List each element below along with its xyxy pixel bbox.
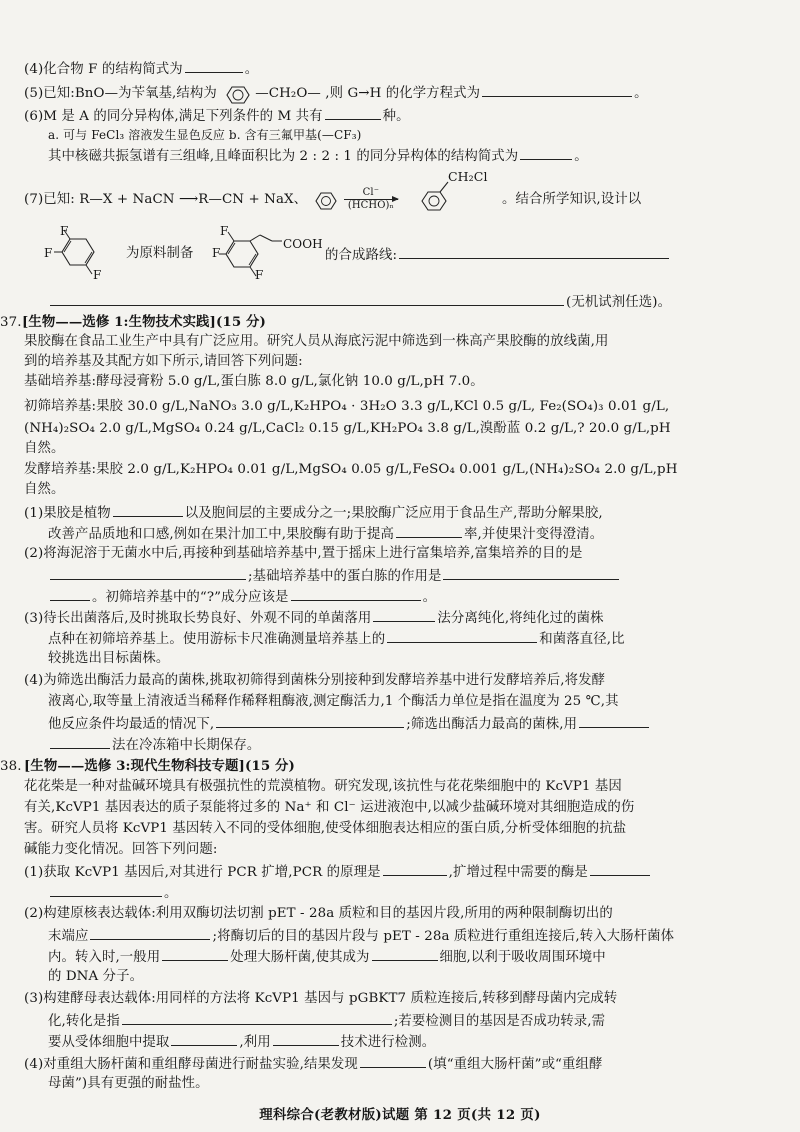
text: (1)果胶是植物 [24, 506, 111, 521]
answer-blank [372, 947, 438, 961]
answer-blank [216, 714, 404, 728]
text: ;将酶切后的目的基因片段与 pET - 28a 质粒进行重组连接后,转入大肠杆菌体 [212, 929, 675, 944]
answer-blank [171, 1032, 237, 1046]
punct: 。 [634, 86, 648, 101]
q38-title [0, 757, 800, 776]
q38-sub2-cont [48, 926, 800, 946]
q38-sub2: (2)构建原核表达载体:利用双酶切法切割 pET - 28a 质粒和目的基因片段,所用的两种限制酶切出的 [24, 906, 613, 921]
q37-ferment-medium-1: 发酵培养基:果胶 2.0 g/L,K₂HPO₄ 0.01 g/L,MgSO₄ 0.05 g/L,FeSO₄ 0.001 g/L,(NH₄)₂SO₄ 2.0 g/L,pH [24, 462, 678, 477]
answer-blank [50, 735, 110, 749]
text: ,利用 [239, 1035, 271, 1050]
q37-sub4: (4)为筛选出酶活力最高的菌株,挑取初筛得到菌株分别接种到发酵培养基中进行发酵培养后,将发酵 [24, 673, 606, 688]
q36-part6-conditions: a. 可与 FeCl₃ 溶液发生显色反应 b. 含有三氟甲基(—CF₃) [48, 128, 362, 142]
q37-title-text: [生物——选修 1:生物技术实践](15 分) [22, 314, 266, 330]
answer-blank [387, 629, 537, 643]
q36-part7-end [48, 292, 800, 312]
q37-sub2-cont [48, 566, 800, 586]
text: 点种在初筛培养基上。使用游标卡尺准确测量培养基上的 [48, 632, 386, 647]
answer-blank [90, 926, 210, 940]
text: 率,并使果汁变得澄清。 [463, 527, 604, 542]
text: 化,转化是指 [48, 1014, 120, 1029]
answer-blank [373, 608, 435, 622]
benzene-ring-icon [221, 85, 255, 103]
q37-sub4-cont3 [48, 735, 800, 755]
text: (1)获取 KcVP1 基因后,对其进行 PCR 扩增,PCR 的原理是 [24, 865, 381, 880]
arrow-line [344, 199, 398, 200]
answer-blank [482, 83, 632, 97]
q36-part7-route [325, 245, 800, 265]
text: ;基础培养基中的蛋白胨的作用是 [248, 569, 442, 584]
q37-sub3 [24, 608, 800, 628]
ch2cl-label: CH₂Cl [448, 169, 488, 184]
text: 和菌落直径,比 [539, 632, 625, 647]
q37-initial-medium-2: (NH₄)₂SO₄ 2.0 g/L,MgSO₄ 0.24 g/L,CaCl₂ 0.15 g/L,KH₂PO₄ 3.8 g/L,溴酚蓝 0.2 g/L,? 20.0 g/L,pH [24, 421, 671, 436]
cooh-label: COOH [283, 237, 323, 251]
text: (4)对重组大肠杆菌和重组酵母菌进行耐盐实验,结果发现 [24, 1057, 358, 1072]
text: ,扩增过程中需要的酶是 [448, 865, 588, 880]
text: (3)待长出菌落后,及时挑取长势良好、外观不同的单菌落用 [24, 611, 372, 626]
fluorine-label: F [44, 246, 53, 260]
q38-intro-3: 害。研究人员将 KcVP1 基因转入不同的受体细胞,使受体细胞表达相应的蛋白质,分析受体细胞的抗盐 [24, 821, 627, 836]
q38-sub2-cont2 [48, 947, 800, 967]
q38-intro-1: 花花柴是一种对盐碱环境具有极强抗性的荒漠植物。研究发现,该抗性与花花柴细胞中的 KcVP1 基因 [24, 779, 622, 794]
answer-blank [383, 862, 447, 876]
q37-title [0, 313, 800, 332]
text: 。 [164, 886, 178, 901]
answer-blank [396, 524, 462, 538]
q36-part6-nmr [0, 146, 800, 166]
text: 。初筛培养基中的“?”成分应该是 [92, 590, 289, 605]
answer-blank [113, 503, 183, 517]
text: 技术进行检测。 [340, 1035, 436, 1050]
answer-blank [325, 106, 381, 120]
q38-sub4 [24, 1054, 800, 1074]
page-footer: 理科综合(老教材版)试题 第 12 页(共 12 页) [259, 1107, 541, 1123]
answer-blank [399, 245, 669, 259]
q38-intro-4: 碱能力变化情况。回答下列问题: [24, 842, 218, 857]
answer-blank [291, 587, 421, 601]
q37-initial-medium-3: 自然。 [24, 441, 65, 456]
answer-blank [50, 587, 90, 601]
punct: 。 [244, 62, 259, 77]
text: 法在冷冻箱中长期保存。 [112, 738, 261, 753]
fluorine-label: F [255, 268, 264, 282]
question-number: 38. [0, 759, 22, 774]
text: 以及胞间层的主要成分之一;果胶酶广泛应用于食品生产,帮助分解果胶, [184, 506, 603, 521]
question-number: 37. [0, 315, 22, 330]
benzene-ring-icon [312, 190, 340, 210]
q37-ferment-medium-2: 自然。 [24, 482, 65, 497]
q38-sub2-cont3: 的 DNA 分子。 [48, 969, 144, 984]
text: 末端应 [48, 929, 89, 944]
q36-part6-text: (6)M 是 A 的同分异构体,满足下列条件的 M 共有 [24, 109, 323, 124]
answer-blank [122, 1011, 392, 1025]
fluorine-label: F [93, 268, 102, 282]
q36-part5-text: (5)已知:BnO—为苄氧基,结构为 [24, 86, 217, 101]
q37-sub2-cont2 [48, 587, 800, 607]
q37-sub2: (2)将海泥溶于无菌水中后,再接种到基础培养基中,置于摇床上进行富集培养,富集培养的目的是 [24, 546, 583, 561]
punct: 种。 [382, 109, 410, 124]
punct: 。 [574, 149, 588, 164]
q36-part7-text2: 。结合所学知识,设计以 [502, 192, 642, 207]
q36-part7-mid: 为原料制备 [126, 246, 194, 261]
q37-basic-medium: 基础培养基:酵母浸膏粉 5.0 g/L,蛋白胨 8.0 g/L,氯化钠 10.0 g/L,pH 7.0。 [24, 374, 484, 389]
text: 内。转入时,一般用 [48, 950, 161, 965]
fluorine-label: F [220, 224, 229, 238]
q37-sub1-cont [48, 524, 800, 544]
text: 改善产品质地和口感,例如在果汁加工中,果胶酶有助于提高 [48, 527, 394, 542]
text: ;若要检测目的基因是否成功转录,需 [393, 1014, 606, 1029]
q38-sub3-cont2 [48, 1032, 800, 1052]
reaction-arrow [344, 188, 398, 211]
q37-intro-2: 到的培养基及其配方如下所示,请回答下列问题: [24, 354, 303, 369]
q37-sub4-cont2 [48, 714, 800, 734]
q37-sub4-cont: 液离心,取等量上清液适当稀释作稀释粗酶液,测定酶活力,1 个酶活力单位是指在温度为 25 ℃,其 [48, 694, 619, 709]
text: 处理大肠杆菌,使其成为 [230, 950, 370, 965]
answer-blank [273, 1032, 339, 1046]
q37-initial-medium-1: 初筛培养基:果胶 30.0 g/L,NaNO₃ 3.0 g/L,K₂HPO₄ · 3H₂O 3.3 g/L,KCl 0.5 g/L, Fe₂(SO₄)₃ 0.01 g/L, [24, 399, 670, 414]
q38-sub1 [24, 862, 800, 882]
answer-blank [590, 862, 650, 876]
text: 法分离纯化,将纯化过的菌株 [437, 611, 604, 626]
q38-sub3: (3)构建酵母表达载体:用同样的方法将 KcVP1 基因与 pGBKT7 质粒连接后,转移到酵母菌内完成转 [24, 991, 618, 1006]
answer-blank [520, 146, 572, 160]
q36-part6-nmr-text: 其中核磁共振氢谱有三组峰,且峰面积比为 2 : 2 : 1 的同分异构体的结构简式为 [48, 149, 519, 164]
answer-blank [50, 883, 162, 897]
fluorine-label: F [212, 246, 221, 260]
q37-intro-1: 果胶酶在食品工业生产中具有广泛应用。研究人员从海底污泥中筛选到一株高产果胶酶的放线菌,用 [24, 334, 609, 349]
fluorine-label: F [60, 224, 69, 238]
q36-part7-text: (7)已知: R—X + NaCN ⟶R—CN + NaX、 [24, 192, 308, 207]
answer-blank [443, 566, 619, 580]
q36-part6 [0, 106, 800, 126]
route-end-text: (无机试剂任选)。 [566, 295, 672, 310]
answer-blank [185, 59, 243, 73]
q36-part4-text: (4)化合物 F 的结构简式为 [24, 62, 183, 77]
text: 他反应条件均最适的情况下, [48, 717, 215, 732]
q37-sub3-cont [48, 629, 800, 649]
answer-blank [360, 1054, 426, 1068]
text: 。 [422, 590, 437, 605]
text: 细胞,以利于吸收周围环境中 [439, 950, 606, 965]
q38-sub1-cont [48, 883, 800, 903]
answer-blank [50, 292, 564, 306]
q36-part5-text2: —CH₂O— ,则 G→H 的化学方程式为 [255, 86, 481, 101]
q38-intro-2: 有关,KcVP1 基因表达的质子泵能将过多的 Na⁺ 和 Cl⁻ 运进液泡中,以减少盐碱环境对其细胞造成的伤 [24, 800, 635, 815]
q36-part5 [0, 83, 800, 103]
text: ;筛选出酶活力最高的菌株,用 [406, 717, 578, 732]
arrow-reagent-bottom: (HCHO)ₙ [347, 200, 394, 211]
text: (填“重组大肠杆菌”或“重组酵 [427, 1057, 603, 1072]
q38-sub3-cont [48, 1011, 800, 1031]
q37-sub3-cont2: 较挑选出目标菌株。 [48, 651, 170, 666]
text: 要从受体细胞中提取 [48, 1035, 170, 1050]
q38-title-text: [生物——选修 3:现代生物科技专题](15 分) [24, 758, 295, 774]
answer-blank [162, 947, 228, 961]
q38-sub4-cont: 母菌”)具有更强的耐盐性。 [48, 1076, 209, 1091]
arrow-reagent-top: Cl⁻ [362, 187, 380, 198]
answer-blank [579, 714, 649, 728]
q36-part4 [0, 59, 800, 79]
q37-sub1 [24, 503, 800, 523]
answer-blank [50, 566, 246, 580]
route-label: 的合成路线: [325, 248, 398, 263]
